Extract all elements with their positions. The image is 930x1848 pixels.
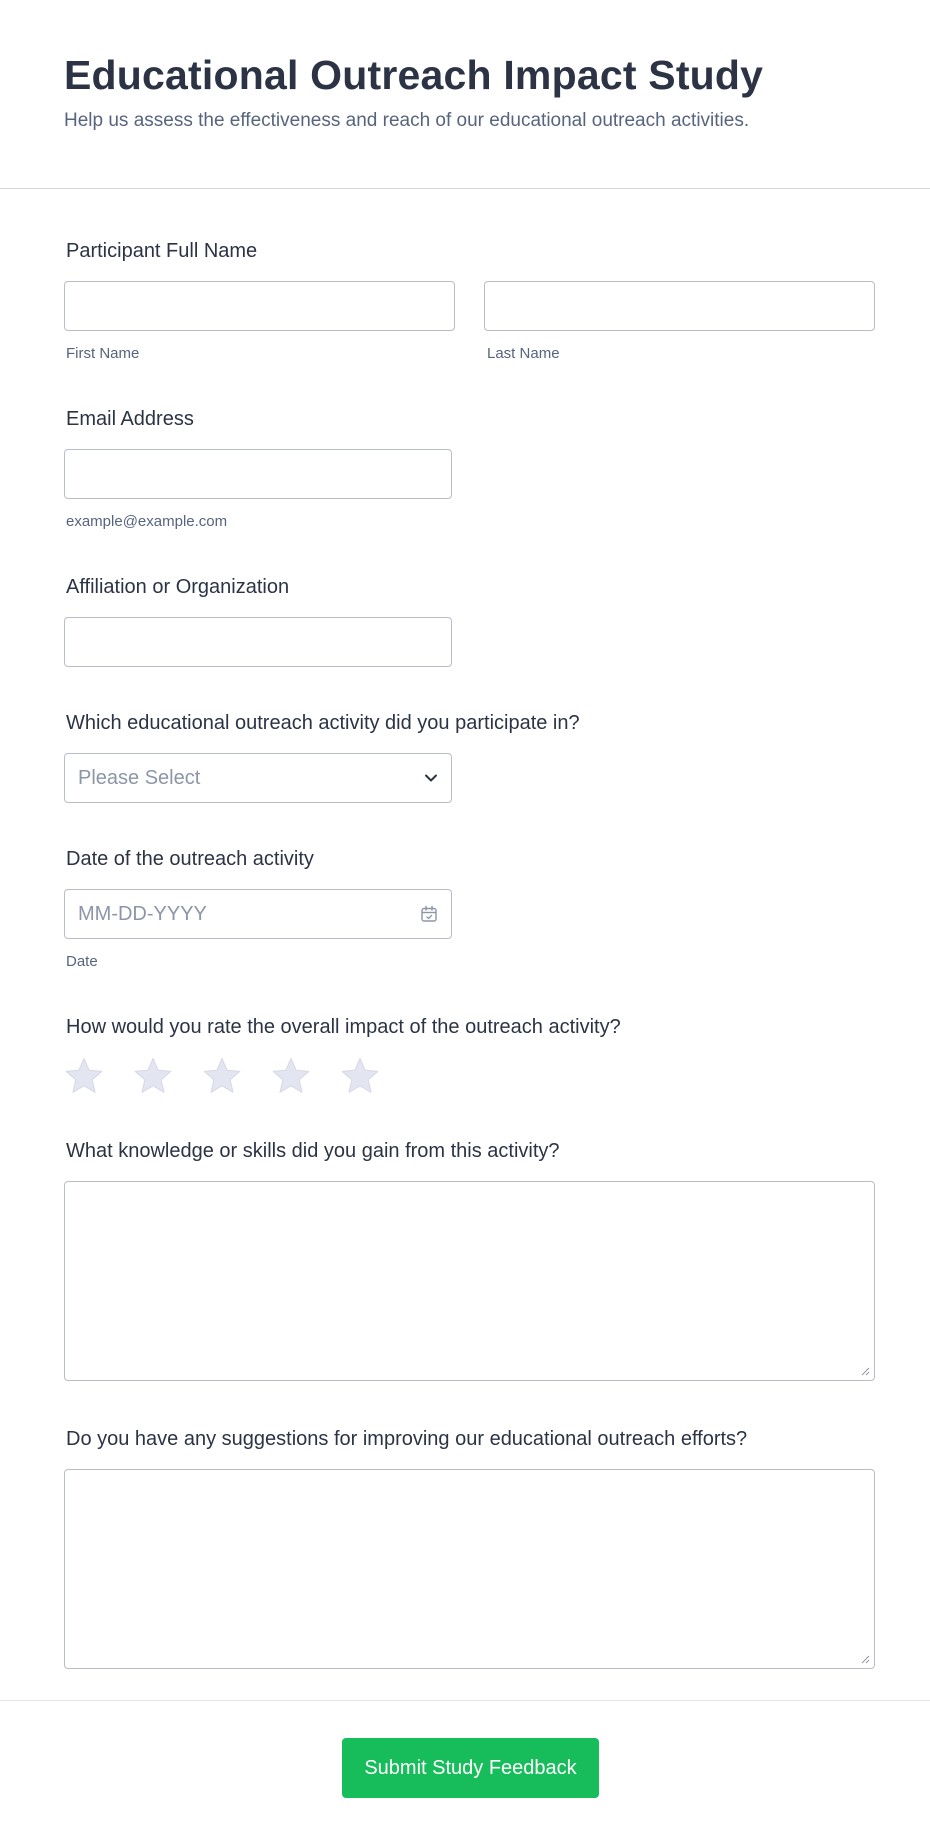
activity-label: Which educational outreach activity did you participate in? [66, 712, 580, 734]
form-subtitle: Help us assess the effectiveness and reach of our educational outreach activities. [64, 110, 750, 131]
star-icon[interactable] [271, 1056, 311, 1096]
first-name-input[interactable] [64, 281, 455, 331]
rating-label: How would you rate the overall impact of the outreach activity? [66, 1016, 621, 1038]
star-icon[interactable] [340, 1056, 380, 1096]
last-name-sublabel: Last Name [487, 345, 560, 362]
star-icon[interactable] [202, 1056, 242, 1096]
resize-grip-icon[interactable] [860, 1366, 870, 1376]
form-header [0, 0, 930, 189]
activity-select[interactable] [64, 753, 452, 803]
knowledge-label: What knowledge or skills did you gain from this activity? [66, 1140, 560, 1162]
activity-selected-value: Please Select [78, 767, 201, 789]
email-sublabel: example@example.com [66, 513, 228, 530]
suggestions-textarea[interactable] [64, 1469, 875, 1669]
chevron-down-icon [424, 771, 438, 785]
form-title: Educational Outreach Impact Study [64, 52, 764, 98]
suggestions-label: Do you have any suggestions for improving our educational outreach efforts? [66, 1428, 748, 1450]
calendar-icon[interactable] [420, 905, 438, 923]
star-icon[interactable] [64, 1056, 104, 1096]
date-placeholder: MM-DD-YYYY [78, 903, 207, 925]
knowledge-textarea[interactable] [64, 1181, 875, 1381]
email-label: Email Address [66, 408, 194, 430]
submit-button[interactable]: Submit Study Feedback [342, 1738, 599, 1798]
full-name-label: Participant Full Name [66, 240, 258, 262]
date-sublabel: Date [66, 953, 98, 970]
last-name-input[interactable] [484, 281, 875, 331]
affiliation-input[interactable] [64, 617, 452, 667]
resize-grip-icon[interactable] [860, 1654, 870, 1664]
email-input[interactable] [64, 449, 452, 499]
date-label: Date of the outreach activity [66, 848, 314, 870]
star-icon[interactable] [133, 1056, 173, 1096]
first-name-sublabel: First Name [66, 345, 140, 362]
affiliation-label: Affiliation or Organization [66, 576, 290, 598]
date-input[interactable] [64, 889, 452, 939]
